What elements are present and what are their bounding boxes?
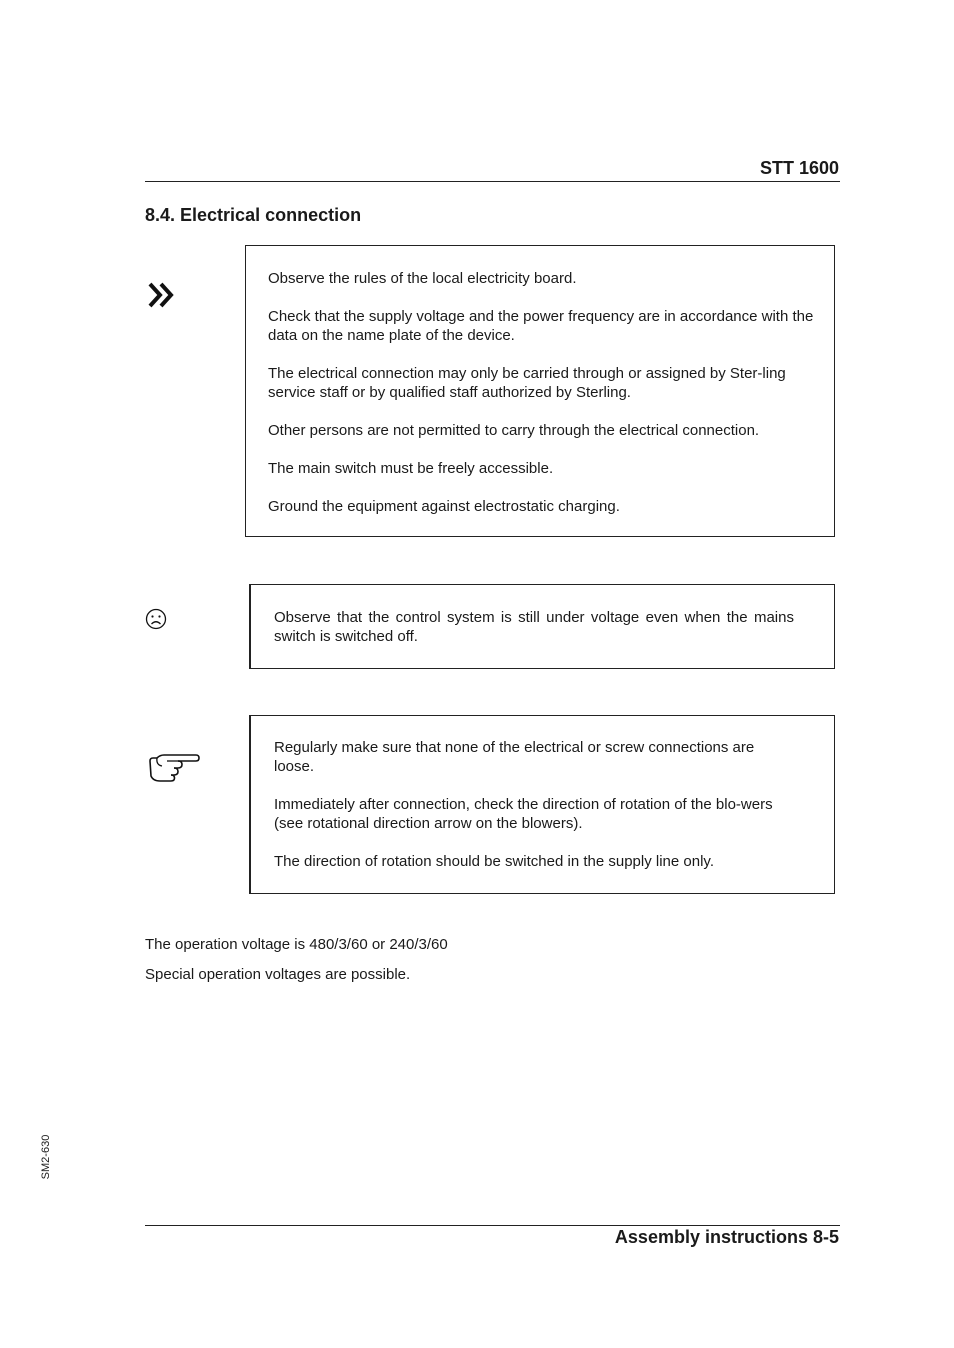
document-header-title: STT 1600 (759, 158, 839, 178)
document-code: SM2-630 (40, 1134, 52, 1180)
note-paragraph: Regularly make sure that none of the electrical or screw connections are loose. (274, 739, 755, 775)
double-chevron-right-icon (146, 280, 178, 315)
footer-divider (145, 1225, 840, 1226)
info-paragraph: Observe the rules of the local electricity board. (268, 270, 577, 287)
info-paragraph: Ground the equipment against electrostatic charging. (268, 498, 620, 515)
operation-voltage-text: The operation voltage is 480/3/60 or 240/3/60 (145, 936, 448, 953)
info-box (245, 245, 835, 537)
pointing-hand-icon (148, 752, 202, 789)
warning-text: Observe that the control system is still under voltage even when the mains switch is switched off. (274, 609, 794, 645)
warning-box (249, 584, 835, 669)
info-paragraph: The main switch must be freely accessible. (268, 460, 554, 477)
section-title: 8.4. Electrical connection (145, 205, 362, 225)
frowning-face-icon (145, 608, 167, 635)
info-paragraph: The electrical connection may only be carried through or assigned by Ster-ling service staff or by qualified staff authorized by Sterling. (268, 365, 786, 401)
info-paragraph: Other persons are not permitted to carry through the electrical connection. (268, 422, 760, 439)
info-paragraph: Check that the supply voltage and the power frequency are in accordance with the data on the name plate of the device. (268, 308, 814, 344)
footer-title: Assembly instructions 8-5 (614, 1227, 839, 1247)
header-divider (145, 181, 840, 182)
note-box (249, 715, 835, 894)
note-paragraph: Immediately after connection, check the direction of rotation of the blo-wers (see rotational direction arrow on the blowers). (274, 796, 773, 832)
note-paragraph: The direction of rotation should be switched in the supply line only. (274, 853, 714, 870)
special-voltage-text: Special operation voltages are possible. (145, 966, 411, 983)
